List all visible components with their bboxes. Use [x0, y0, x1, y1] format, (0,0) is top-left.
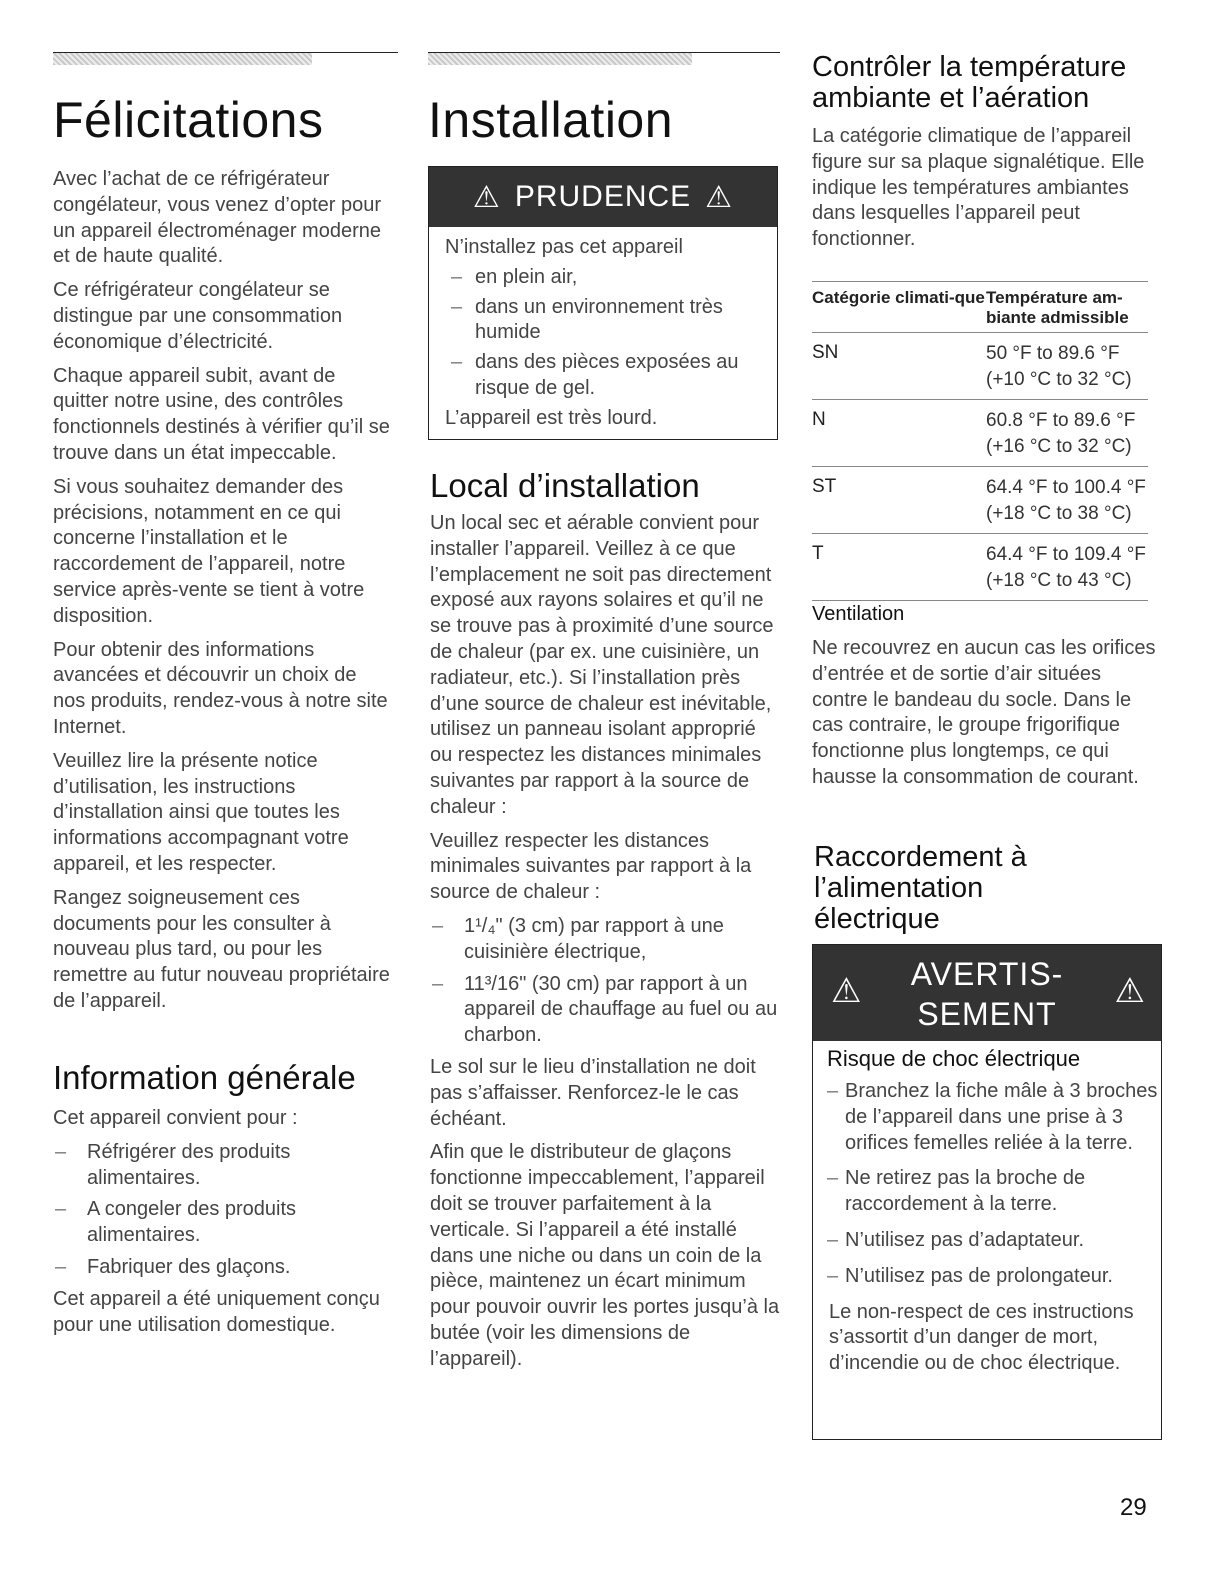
warning-triangle-icon: ⚠: [1114, 972, 1145, 1010]
ventilation-body: [812, 636, 1157, 799]
paragraph: Avec l’achat de ce réfrigérateur congélateur, vous venez d’opter pour un appareil électroménager moderne et de haute qualité.: [53, 168, 381, 268]
paragraph: Un local sec et aérable convient pour installer l’appareil. Veillez à ce que l’emplacement ne soit pas directement exposé aux rayons solaires et qu’il ne se trouve pas à proximité d’une source de chaleur (par ex. une cuisinière, un radiateur, etc.). Si l’installation près d’une source de chaleur est inévitable, utilisez un panneau isolant approprié ou respectez les distances minimales suivantes par rapport à la source de chaleur :: [430, 512, 774, 818]
paragraph: Le sol sur le lieu d’installation ne doit pas s’affaisser. Renforcez-le le cas échéant.: [430, 1055, 756, 1130]
felicitations-body: [53, 167, 393, 1023]
controler-intro: [812, 124, 1157, 261]
caution-content: [429, 227, 777, 432]
list-item: – A congeler des produits alimentaires.: [55, 1198, 297, 1247]
table-row: [812, 467, 1148, 534]
caution-intro: N’installez pas cet appareil: [445, 236, 683, 258]
table-header-category: Catégorie climati-que: [812, 288, 985, 307]
warning-triangle-icon: ⚠: [705, 180, 734, 214]
dash-bullet: –: [451, 265, 463, 288]
raccordement-title: Raccordement à l’alimentation électrique: [814, 841, 1027, 935]
caution-box: [428, 166, 778, 440]
list-item: – Réfrigérer des produits alimentaires.: [55, 1140, 291, 1189]
list-item: – 1¹/₄" (3 cm) par rapport à une cuisinière électrique,: [432, 914, 724, 963]
table-cell-category: N: [812, 409, 826, 430]
information-generale-body: [53, 1106, 393, 1346]
warning-content: [813, 1073, 1161, 1377]
list-item: – N’utilisez pas de prolongateur.: [823, 1264, 1161, 1290]
table-row: [812, 400, 1148, 467]
warning-heading-line-1: AVERTIS-: [910, 956, 1064, 992]
paragraph: Ne recouvrez en aucun cas les orifices d’entrée et de sortie d’air situées contre le bandeau du socle. Dans le cas contraire, le groupe frigorifique fonctionne plus longtemps, ce qui hausse la consommation de courant.: [812, 637, 1156, 788]
warning-triangle-icon: ⚠: [831, 972, 862, 1010]
list-item: – Fabriquer des glaçons.: [53, 1255, 393, 1281]
table-cell-temperature: 50 °F to 89.6 °F (+10 °C to 32 °C): [986, 343, 1132, 390]
dash-bullet: –: [55, 1198, 67, 1221]
paragraph: Si vous souhaitez demander des précisions, notamment en ce qui concerne l’installation et le raccordement de l’appareil, notre service après-vente se tient à votre disposition.: [53, 475, 365, 627]
paragraph: Pour obtenir des informations avancées et découvrir un choix de nos produits, rendez-vous à notre site Internet.: [53, 638, 388, 738]
column-1-top-bar: [53, 52, 398, 66]
warning-box: [812, 944, 1162, 1440]
caution-header: [429, 167, 777, 227]
warning-triangle-icon: ⚠: [472, 180, 501, 214]
warning-header: [813, 945, 1161, 1041]
dash-bullet: –: [432, 914, 444, 937]
installation-title: Installation: [428, 92, 674, 148]
paragraph: Veuillez respecter les distances minimales suivantes par rapport à la source de chaleur :: [430, 829, 752, 904]
list-item: – dans un environnement très humide: [451, 295, 723, 344]
table-cell-temperature: 60.8 °F to 89.6 °F (+16 °C to 32 °C): [986, 410, 1136, 457]
warning-outro: Le non-respect de ces instructions s’assortit d’un danger de mort, d’incendie ou de choc électrique.: [829, 1300, 1134, 1375]
caution-outro: L’appareil est très lourd.: [445, 406, 658, 429]
dash-bullet: –: [451, 295, 463, 318]
column-2-top-bar: [428, 52, 780, 66]
dash-bullet: –: [432, 972, 444, 995]
warning-subtitle: Risque de choc électrique: [827, 1046, 1081, 1071]
top-pattern: [53, 53, 312, 65]
info-outro: Cet appareil a été uniquement conçu pour une utilisation domestique.: [53, 1287, 380, 1336]
table-cell-temperature: 64.4 °F to 100.4 °F (+18 °C to 38 °C): [986, 477, 1146, 524]
dash-bullet: –: [827, 1264, 839, 1287]
table-cell-category: T: [812, 543, 824, 564]
dash-bullet: –: [55, 1140, 67, 1163]
dash-bullet: –: [55, 1255, 67, 1278]
controler-temperature-title: Contrôler la température ambiante et l’aération: [812, 51, 1127, 114]
list-item: – N’utilisez pas d’adaptateur.: [823, 1228, 1161, 1254]
table-header-row: [812, 281, 1148, 333]
warning-heading-line-2: SEMENT: [917, 996, 1057, 1032]
information-generale-title: Information générale: [53, 1059, 356, 1096]
list-item: – dans des pièces exposées au risque de gel.: [451, 351, 739, 399]
paragraph: Veuillez lire la présente notice d’utilisation, les instructions d’installation ainsi que toutes les informations accompagnant votre appareil, et les respecter.: [53, 749, 349, 875]
page-number: 29: [1120, 1494, 1147, 1521]
caution-heading: PRUDENCE: [514, 180, 692, 213]
list-item: – 11³/16" (30 cm) par rapport à un appareil de chauffage au fuel ou au charbon.: [432, 972, 778, 1047]
list-item: – en plein air,: [445, 265, 777, 291]
dash-bullet: –: [827, 1228, 839, 1251]
paragraph: Chaque appareil subit, avant de quitter notre usine, des contrôles fonctionnels destinés à vérifier qu’il se trouve dans un état impeccable.: [53, 364, 390, 464]
dash-bullet: –: [827, 1080, 839, 1102]
local-installation-body: [430, 511, 780, 1381]
table-row: [812, 534, 1148, 601]
table-cell-temperature: 64.4 °F to 109.4 °F (+18 °C to 43 °C): [986, 544, 1146, 591]
dash-bullet: –: [451, 351, 463, 374]
table-row: [812, 333, 1148, 400]
paragraph: Rangez soigneusement ces documents pour les consulter à nouveau plus tard, ou pour les remettre au futur nouveau propriétaire de l’appareil.: [53, 886, 390, 1012]
list-item: – Ne retirez pas la broche de raccordement à la terre.: [827, 1167, 1086, 1216]
felicitations-title: Félicitations: [53, 92, 324, 148]
list-item: – Branchez la fiche mâle à 3 broches de l’appareil dans une prise à 3 orifices femelles reliée à la terre.: [827, 1080, 1158, 1154]
paragraph: Ce réfrigérateur congélateur se distingue par une consommation économique d’électricité.: [53, 279, 343, 353]
dash-bullet: –: [827, 1167, 839, 1190]
ventilation-title: Ventilation: [812, 603, 905, 625]
table-header-temperature: Température am-biante admissible: [986, 288, 1129, 327]
top-pattern: [428, 53, 692, 65]
table-cell-category: ST: [812, 476, 837, 497]
info-intro: Cet appareil convient pour :: [53, 1107, 298, 1129]
paragraph: La catégorie climatique de l’appareil figure sur sa plaque signalétique. Elle indique les températures ambiantes dans lesquelles l’appareil peut fonctionner.: [812, 125, 1145, 251]
paragraph: Afin que le distributeur de glaçons fonctionne impeccablement, l’appareil doit se trouver parfaitement à la verticale. Si l’appareil a été installé dans une niche ou dans un coin de la pièce, maintenez un écart minimum pour pouvoir ouvrir les portes jusqu’à la butée (voir les dimensions de l’appareil).: [430, 1141, 780, 1370]
climate-table: [812, 281, 1148, 601]
local-installation-title: Local d’installation: [430, 467, 700, 504]
table-cell-category: SN: [812, 342, 839, 363]
